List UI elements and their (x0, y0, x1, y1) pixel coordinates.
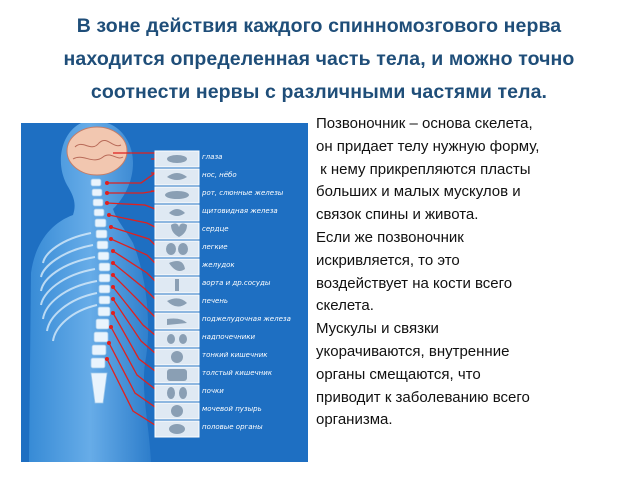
slide-title (10, 10, 628, 109)
organ-label-large-intestine: толстый кишечник (202, 369, 273, 377)
organ-label-thyroid: щитовидная железа (202, 207, 278, 215)
organ-label-bladder: мочевой пузырь (202, 405, 262, 413)
organ-label-adrenals: надпочечники (202, 333, 256, 341)
description-line: к нему прикрепляются пласты (316, 160, 531, 178)
organ-label-lungs: легкие (202, 243, 228, 251)
spine-nerves-illustration (21, 123, 308, 462)
title-line: В зоне действия каждого спинномозгового нерва (76, 15, 562, 37)
organ-label-eyes: глаза (202, 153, 223, 161)
description-line: приводит к заболеванию всего (316, 388, 530, 406)
description-line: больших и малых мускулов и (316, 183, 521, 201)
description-line: связок спины и живота. (316, 206, 479, 224)
organ-label-liver: печень (202, 297, 229, 305)
description-line: воздействует на кости всего (316, 274, 513, 292)
description-line: Если же позвоночник (316, 228, 464, 246)
organ-label-small-intestine: тонкий кишечник (202, 351, 268, 359)
title-line: соотнести нервы с различными частями тела. (90, 81, 548, 103)
organ-label-aorta: аорта и др.сосуды (202, 279, 271, 287)
organ-label-genitals: половые органы (202, 423, 263, 431)
organ-label-mouth: рот, слюнные железы (202, 189, 284, 197)
title-line: находится определенная часть тела, и можно точно (63, 48, 575, 70)
description-line: укорачиваются, внутренние (316, 342, 510, 360)
organ-label-stomach: желудок (202, 261, 235, 269)
description-text (316, 113, 632, 432)
description-line: Позвоночник – основа скелета, (316, 115, 533, 132)
organ-label-pancreas: поджелудочная железа (202, 315, 291, 323)
description-line: скелета. (316, 297, 374, 315)
organ-label-heart: сердце (202, 225, 229, 233)
description-line: Мускулы и связки (316, 320, 439, 338)
description-line: искривляется, то это (316, 251, 460, 269)
organ-label-nose: нос, нёбо (202, 171, 237, 179)
organ-label-kidneys: почки (202, 387, 224, 395)
description-line: организма. (316, 411, 393, 429)
description-line: он придает телу нужную форму, (316, 137, 540, 155)
brain-shape (67, 127, 127, 175)
description-line: органы смещаются, что (316, 365, 481, 383)
